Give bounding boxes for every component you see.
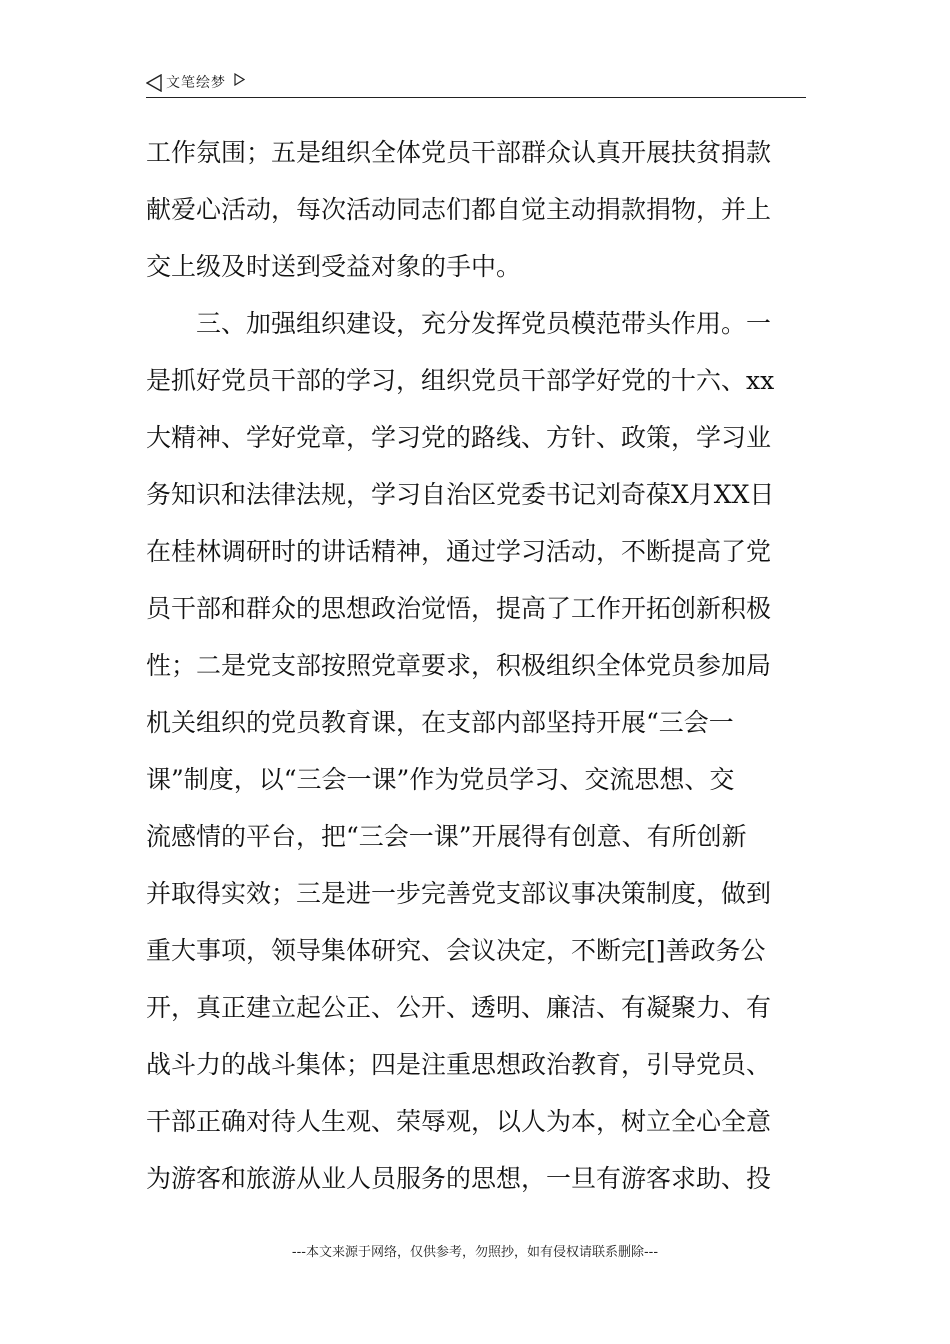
right-triangle-outline-icon xyxy=(234,73,245,86)
text-line: 性；二是党支部按照党章要求，积极组织全体党员参加局 xyxy=(146,651,772,680)
text-line: 为游客和旅游从业人员服务的思想，一旦有游客求助、投 xyxy=(146,1164,772,1193)
text-line: 重大事项，领导集体研究、会议决定，不断完[]善政务公 xyxy=(146,936,766,965)
header-title: 文笔绘梦 xyxy=(166,75,226,91)
text-line: 献爱心活动，每次活动同志们都自觉主动捐款捐物，并上 xyxy=(146,195,772,224)
text-line: 员干部和群众的思想政治觉悟，提高了工作开拓创新积极 xyxy=(146,594,772,623)
header-divider xyxy=(146,97,806,98)
body-text xyxy=(146,124,806,1207)
text-line: 干部正确对待人生观、荣辱观，以人为本，树立全心全意 xyxy=(146,1107,772,1136)
text-line: 开，真正建立起公正、公开、透明、廉洁、有凝聚力、有 xyxy=(146,993,772,1022)
text-line: 机关组织的党员教育课，在支部内部坚持开展“三会一 xyxy=(146,708,734,737)
text-line: 流感情的平台，把“三会一课”开展得有创意、有所创新 xyxy=(146,822,747,851)
text-line: 战斗力的战斗集体；四是注重思想政治教育，引导党员、 xyxy=(146,1050,772,1079)
text-line: 大精神、学好党章，学习党的路线、方针、政策，学习业 xyxy=(146,423,772,452)
left-triangle-outline-icon xyxy=(146,74,162,92)
text-line: 务知识和法律法规，学习自治区党委书记刘奇葆X月XX日 xyxy=(146,480,775,509)
text-line: 是抓好党员干部的学习，组织党员干部学好党的十六、xx xyxy=(146,366,775,395)
page-header xyxy=(146,70,806,98)
text-line: 工作氛围；五是组织全体党员干部群众认真开展扶贫捐款 xyxy=(146,138,772,167)
text-line: 并取得实效；三是进一步完善党支部议事决策制度，做到 xyxy=(146,879,772,908)
text-line: 课”制度，以“三会一课”作为党员学习、交流思想、交 xyxy=(146,765,735,794)
text-line: 交上级及时送到受益对象的手中。 xyxy=(146,252,522,281)
page-footer: ---本文来源于网络，仅供参考，勿照抄，如有侵权请联系删除--- xyxy=(291,1245,659,1260)
text-line: 在桂林调研时的讲话精神，通过学习活动，不断提高了党 xyxy=(146,537,772,566)
text-line: 三、加强组织建设，充分发挥党员模范带头作用。一 xyxy=(146,309,772,338)
